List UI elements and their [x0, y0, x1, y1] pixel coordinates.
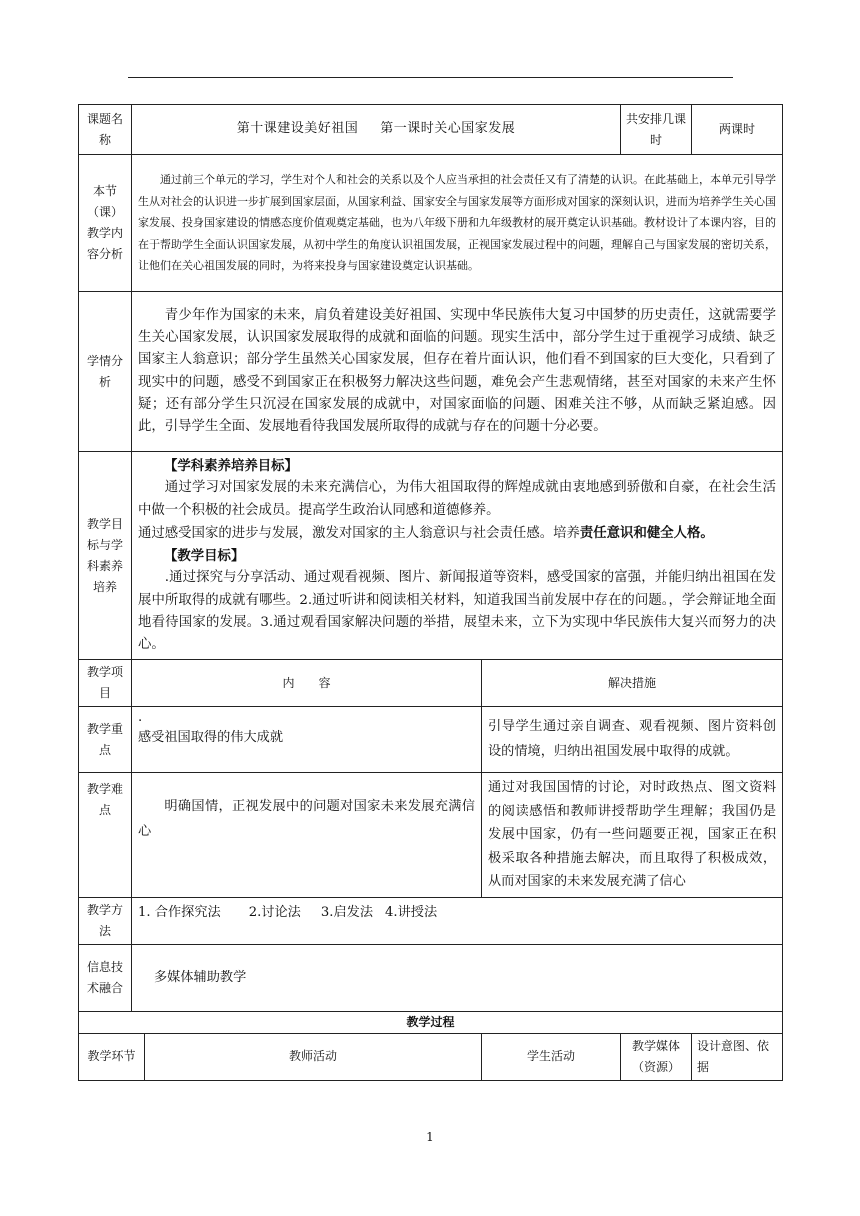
core-objective-bold: 责任意识和健全人格。: [579, 524, 714, 541]
difficulty-content: 明确国情，正视发展中的问题对国家未来发展充满信心: [132, 773, 482, 898]
key-point-label: 教学重点: [79, 707, 132, 773]
process-col-student: 学生活动: [482, 1033, 621, 1080]
objectives-row: [79, 452, 783, 660]
method-2: 2.讨论法: [248, 904, 301, 920]
methods-content: [132, 897, 783, 944]
key-point-measures: 引导学生通过亲自调查、观看视频、图片资料创设的情境，归纳出祖国发展中取得的成就。: [482, 707, 783, 773]
title-label: 课题名称: [79, 105, 132, 155]
student-analysis-text: 青少年作为国家的未来，肩负着建设美好祖国、实现中华民族伟大复习中国梦的历史责任，这就需要学生关心国家发展，认识国家发展取得的成就和面临的问题。现实生活中，部分学生过于重视学习成绩、缺乏国家主人翁意识；部分学生虽然关心国家发展，但存在着片面认识，他们看不到国家的巨大变化，只看到了现实中的问题，感受不到国家正在积极努力解决这些问题，难免会产生悲观情绪，甚至对国家的未来产生怀疑；还有部分学生只沉浸在国家发展的成就中，对国家面临的问题、困难关注不够，从而缺乏紧迫感。因此，引导学生全面、发展地看待我国发展所取得的成就与存在的问题十分必要。: [132, 292, 783, 452]
lesson-name: 第十课建设美好祖国: [236, 121, 359, 137]
section-name: 第一课时关心国家发展: [380, 121, 516, 137]
hours-value: 两课时: [692, 105, 783, 155]
key-point-dot: .: [138, 710, 143, 726]
student-analysis-label: 学情分析: [79, 292, 132, 452]
objectives-content: [132, 452, 783, 660]
process-col-media: 教学媒体（资源）: [621, 1033, 692, 1080]
content-analysis-text: 通过前三个单元的学习，学生对个人和社会的关系以及个人应当承担的社会责任又有了清楚的认识。在此基础上，本单元引导学生从对社会的认识进一步扩展到国家层面，从国家利益、国家安全与国家发展等方面形成对国家的深刻认识，进而为培养学生关心国家发展、投身国家建设的情感态度价值观奠定基础，也为八年级下册和九年级教材的展开奠定认识基础。教材设计了本课内容，目的在于帮助学生全面认识国家发展，从初中学生的角度认识祖国发展，正视国家发展过程中的问题，理解自己与国家发展的密切关系，让他们在关心祖国发展的同时，为将来投身与国家建设奠定认识基础。: [132, 155, 783, 292]
items-header-row: [79, 660, 783, 707]
key-point-row: [79, 707, 783, 773]
process-col-design: 设计意图、依据: [692, 1033, 783, 1080]
objectives-label: 教学目标与学科素养培养: [79, 452, 132, 660]
method-1: 1. 合作探究法: [138, 904, 221, 920]
hours-label: 共安排几课时: [621, 105, 692, 155]
content-analysis-label: 本节（课）教学内容分析: [79, 155, 132, 292]
process-columns-row: [79, 1033, 783, 1080]
tech-row: [79, 944, 783, 1011]
title-row: [79, 105, 783, 155]
content-analysis-row: [79, 155, 783, 292]
key-point-content: [132, 707, 482, 773]
method-4: 4.讲授法: [385, 904, 438, 920]
methods-label: 教学方法: [79, 897, 132, 944]
student-analysis-row: [79, 292, 783, 452]
difficulty-label: 教学难点: [79, 773, 132, 898]
methods-row: [79, 897, 783, 944]
core-objective-heading: 【学科素养培养目标】: [164, 458, 298, 474]
items-label: 教学项目: [79, 660, 132, 707]
teaching-objective-text: .通过探究与分享活动、通过观看视频、图片、新闻报道等资料，感受国家的富强，并能归纳出祖国在发展中所取得的成就有哪些。2.通过听讲和阅读相关材料，知道我国当前发展中存在的问题。，学会辩证地全面地看待国家的发展。3.通过观看国家解决问题的举措，展望未来，立下为实现中华民族伟大复兴而努力的决心。: [138, 570, 777, 652]
lesson-title: [132, 105, 621, 155]
items-measures-header: 解决措施: [482, 660, 783, 707]
difficulty-measures: 通过对我国国情的讨论，对时政热点、图文资料的阅读感悟和教师讲授帮助学生理解；我国仍是发展中国家，仍有一些问题要正视，国家正在积极采取各种措施去解决，而且取得了积极成效，从而对国家的未来发展充满了信心: [482, 773, 783, 898]
core-objective-text: 通过学习对国家发展的未来充满信心，为伟大祖国取得的辉煌成就由衷地感到骄傲和自豪，在社会生活中做一个积极的社会成员。提高学生政治认同感和道德修养。: [138, 480, 777, 518]
page-number: 1: [426, 1130, 434, 1144]
tech-content: 多媒体辅助教学: [132, 944, 783, 1011]
core-objective-plain: 通过感受国家的进步与发展，激发对国家的主人翁意识与社会责任感。培养: [138, 525, 580, 541]
process-heading: 教学过程: [79, 1011, 783, 1033]
core-objective-text-2: [138, 522, 776, 545]
tech-label: 信息技术融合: [79, 944, 132, 1011]
items-content-header: 内 容: [132, 660, 482, 707]
process-col-stage: 教学环节: [79, 1033, 145, 1080]
process-heading-row: [79, 1011, 783, 1033]
difficulty-row: [79, 773, 783, 898]
key-point-text: 感受祖国取得的伟大成就: [138, 730, 284, 746]
header-rule: [128, 77, 733, 78]
lesson-plan-table: [78, 104, 783, 1081]
process-col-teacher: 教师活动: [145, 1033, 482, 1080]
method-3: 3.启发法: [320, 904, 374, 920]
teaching-objective-heading: 【教学目标】: [164, 548, 245, 564]
